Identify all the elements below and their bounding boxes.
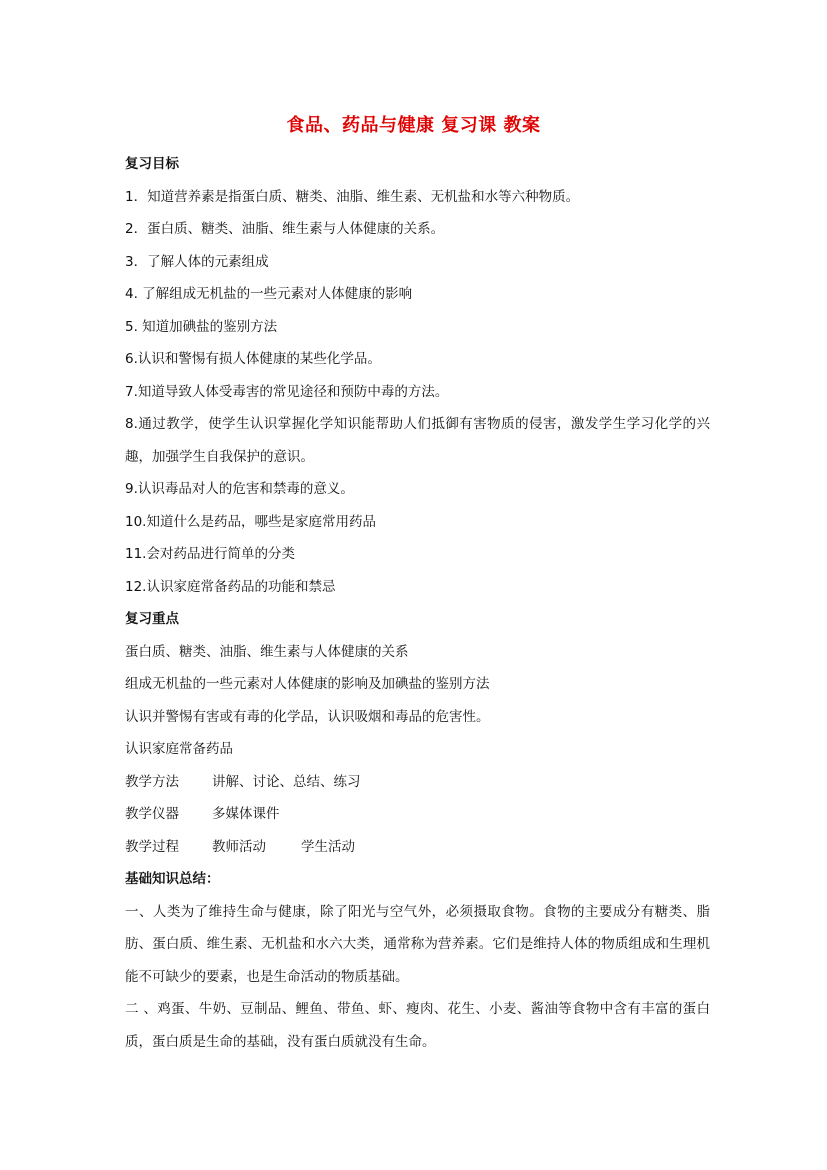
goal-item: 11.会对药品进行简单的分类	[125, 546, 295, 562]
student-activity-label: 学生活动	[301, 838, 355, 855]
goal-item: 10.知道什么是药品，哪些是家庭常用药品	[125, 513, 376, 530]
focus-item: 组成无机盐的一些元素对人体健康的影响及加碘盐的鉴别方法	[125, 676, 490, 692]
document-body	[125, 148, 710, 1058]
teacher-activity-label: 教师活动	[212, 838, 266, 855]
goals-heading: 复习目标	[125, 156, 179, 172]
goal-item: 7.知道导致人体受毒害的常见途径和预防中毒的方法。	[125, 383, 449, 400]
teaching-method-label: 教学方法	[125, 773, 179, 790]
goal-item: 12.认识家庭常备药品的功能和禁忌	[125, 578, 336, 595]
teaching-tools-label: 教学仪器	[125, 806, 179, 822]
focus-item: 蛋白质、糖类、油脂、维生素与人体健康的关系	[125, 643, 409, 660]
teaching-method-value: 讲解、讨论、总结、练习	[212, 773, 361, 790]
summary-heading: 基础知识总结：	[125, 871, 220, 887]
goal-item: 8.通过教学，使学生认识掌握化学知识能帮助人们抵御有害物质的侵害，激发学生学习化学的兴趣，加强学生自我保护的意识。	[125, 416, 710, 465]
goal-item: 4. 了解组成无机盐的一些元素对人体健康的影响	[125, 286, 413, 302]
goal-item: 6.认识和警惕有损人体健康的某些化学品。	[125, 351, 381, 367]
teaching-process-label: 教学过程	[125, 838, 179, 855]
goal-item: 2．蛋白质、糖类、油脂、维生素与人体健康的关系。	[125, 221, 445, 237]
summary-paragraph: 二 、鸡蛋、牛奶、豆制品、鲤鱼、带鱼、虾、瘦肉、花生、小麦、酱油等食物中含有丰富的蛋白质，蛋白质是生命的基础，没有蛋白质就没有生命。	[125, 1001, 710, 1050]
goal-item: 1．知道营养素是指蛋白质、糖类、油脂、维生素、无机盐和水等六种物质。	[125, 188, 580, 205]
teaching-tools-row	[125, 798, 710, 831]
teaching-tools-value: 多媒体课件	[212, 806, 280, 822]
goal-item: 9.认识毒品对人的危害和禁毒的意义。	[125, 481, 354, 497]
teaching-method-row	[125, 766, 710, 799]
focus-heading: 复习重点	[125, 611, 179, 627]
document-title: 食品、药品与健康 复习课 教案	[286, 115, 541, 136]
focus-item: 认识并警惕有害或有毒的化学品，认识吸烟和毒品的危害性。	[125, 708, 490, 725]
goal-item: 5. 知道加碘盐的鉴别方法	[125, 318, 278, 335]
teaching-process-row	[125, 831, 710, 864]
goal-item: 3．了解人体的元素组成	[125, 253, 269, 270]
summary-paragraph: 一、人类为了维持生命与健康，除了阳光与空气外，必须摄取食物。食物的主要成分有糖类、脂肪、蛋白质、维生素、无机盐和水六大类，通常称为营养素。它们是维持人体的物质组成和生理机能不可缺少的要素，也是生命活动的物质基础。	[125, 903, 710, 985]
focus-item: 认识家庭常备药品	[125, 741, 233, 757]
